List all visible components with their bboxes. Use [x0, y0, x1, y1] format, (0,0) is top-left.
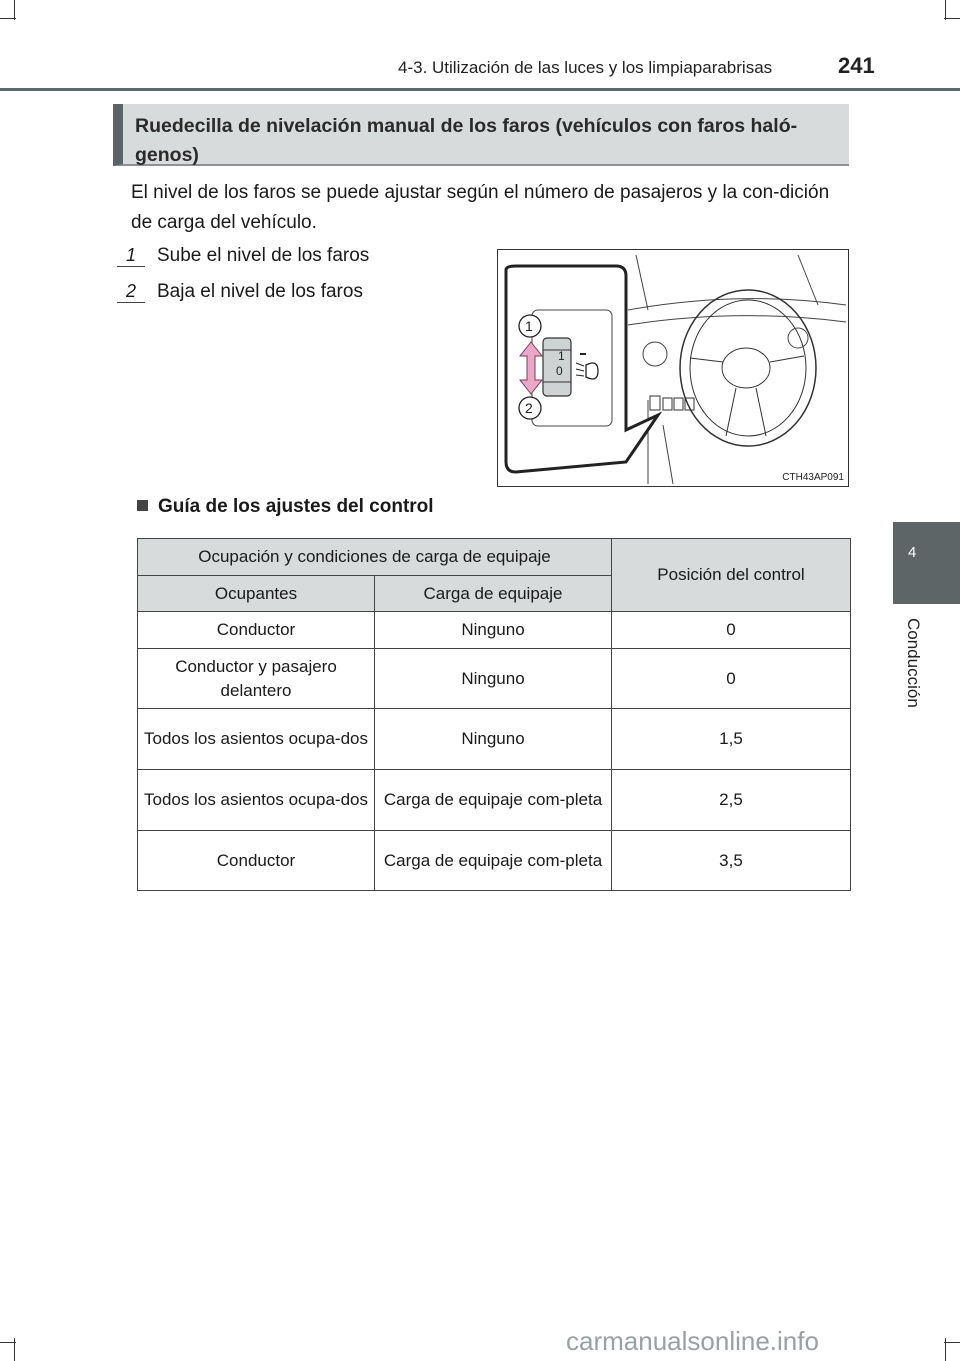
- dial-mark-upper: 1: [558, 349, 565, 363]
- dashboard-illustration: [498, 250, 848, 486]
- chapter-tab: [893, 522, 960, 604]
- cell-occupants: Conductor y pasajero delantero: [138, 649, 375, 709]
- header-position: Posición del control: [612, 539, 851, 612]
- callout-item: [117, 244, 369, 267]
- cell-luggage: Ninguno: [375, 649, 612, 709]
- crop-mark: [944, 1342, 960, 1343]
- dial-mark-lower: 0: [556, 364, 563, 378]
- figure-badge-1: 1: [525, 318, 533, 334]
- crop-mark: [0, 1342, 16, 1343]
- cell-luggage: Ninguno: [375, 709, 612, 770]
- cell-occupants: Todos los asientos ocupa-dos: [138, 709, 375, 770]
- guide-heading: [137, 496, 434, 518]
- table-row: [138, 612, 851, 649]
- header-divider: [0, 88, 960, 91]
- table-row: [138, 709, 851, 770]
- table-row: [138, 831, 851, 891]
- header-occupants: Ocupantes: [138, 576, 375, 612]
- chapter-tab-number: 4: [908, 544, 917, 561]
- callout-item: [117, 280, 363, 303]
- cell-position: 0: [612, 612, 851, 649]
- crop-mark: [14, 0, 15, 20]
- cell-position: 1,5: [612, 709, 851, 770]
- callout-text: Baja el nivel de los faros: [157, 281, 363, 302]
- callout-number: 2: [117, 280, 145, 303]
- crop-mark: [944, 18, 960, 19]
- headlight-leveling-figure: [497, 249, 849, 487]
- section-title: Ruedecilla de nivelación manual de los faros (vehículos con faros haló-genos): [135, 115, 798, 166]
- chapter-tab-label: Conducción: [904, 618, 923, 708]
- crop-mark: [0, 18, 16, 19]
- crop-mark: [945, 0, 946, 20]
- cell-position: 2,5: [612, 770, 851, 831]
- cell-luggage: Ninguno: [375, 612, 612, 649]
- page-number: 241: [838, 53, 875, 78]
- bullet-square-icon: [137, 500, 148, 511]
- section-heading: [113, 104, 849, 166]
- intro-paragraph: El nivel de los faros se puede ajustar según el número de pasajeros y la con-dición de carga del vehículo.: [131, 182, 830, 233]
- cell-occupants: Todos los asientos ocupa-dos: [138, 770, 375, 831]
- watermark: carmanualsonline.info: [566, 1326, 819, 1356]
- cell-position: 3,5: [612, 831, 851, 891]
- settings-table: [137, 538, 851, 891]
- figure-badge-2: 2: [525, 400, 533, 416]
- callout-text: Sube el nivel de los faros: [157, 245, 370, 266]
- table-row: [138, 649, 851, 709]
- cell-luggage: Carga de equipaje com-pleta: [375, 831, 612, 891]
- header-group: Ocupación y condiciones de carga de equipaje: [138, 539, 612, 576]
- chapter-title: 4-3. Utilización de las luces y los limpiaparabrisas: [398, 58, 773, 77]
- cell-occupants: Conductor: [138, 612, 375, 649]
- guide-title: Guía de los ajustes del control: [158, 496, 434, 517]
- cell-occupants: Conductor: [138, 831, 375, 891]
- callout-number: 1: [117, 244, 145, 267]
- cell-luggage: Carga de equipaje com-pleta: [375, 770, 612, 831]
- table-row: [138, 770, 851, 831]
- figure-code: CTH43AP091: [782, 472, 844, 483]
- header-luggage: Carga de equipaje: [375, 576, 612, 612]
- cell-position: 0: [612, 649, 851, 709]
